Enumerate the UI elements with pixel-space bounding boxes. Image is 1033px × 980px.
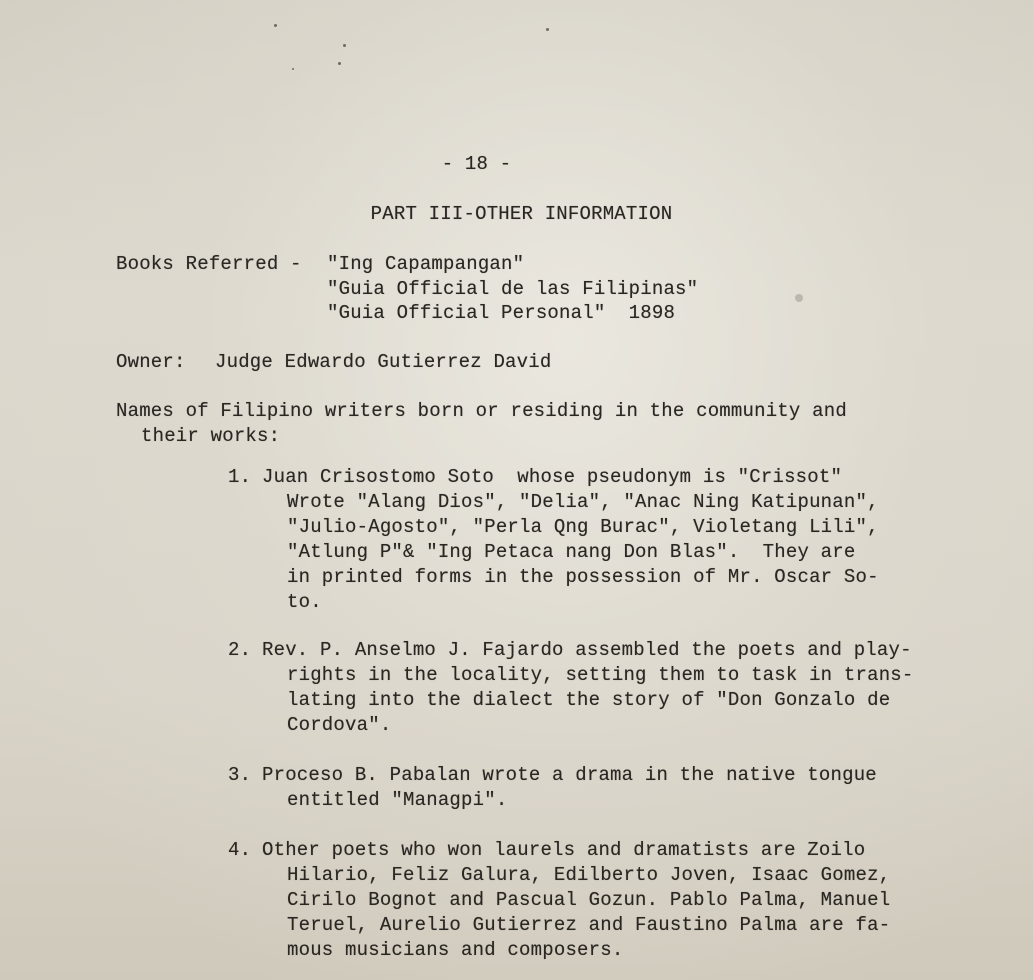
paper-speck xyxy=(274,24,277,27)
books-referred-label: Books Referred - xyxy=(116,253,314,275)
list-item-number: 1. xyxy=(228,466,252,488)
list-item-line: Other poets who won laurels and dramatists are Zoilo xyxy=(262,839,866,861)
list-item-line: Cordova". xyxy=(287,714,392,736)
list-item-line: Hilario, Feliz Galura, Edilberto Joven, Isaac Gomez, xyxy=(287,864,891,886)
list-item-number: 4. xyxy=(228,839,252,861)
list-item-line: in printed forms in the possession of Mr. Oscar So- xyxy=(287,566,879,588)
paper-speck xyxy=(546,28,549,31)
section-heading: PART III-OTHER INFORMATION xyxy=(370,203,673,225)
list-item-line: Teruel, Aurelio Gutierrez and Faustino Palma are fa- xyxy=(287,914,891,936)
list-item-line: entitled "Managpi". xyxy=(287,789,508,811)
list-item-line: Juan Crisostomo Soto whose pseudonym is "Crissot" xyxy=(262,466,843,488)
list-item-number: 2. xyxy=(228,639,252,661)
book-title: "Guia Official Personal" 1898 xyxy=(327,302,676,324)
page-number: - 18 - xyxy=(441,153,512,175)
list-item-line: Wrote "Alang Dios", "Delia", "Anac Ning Katipunan", xyxy=(287,491,879,513)
list-item-line: Proceso B. Pabalan wrote a drama in the native tongue xyxy=(262,764,877,786)
owner-value: Judge Edwardo Gutierrez David xyxy=(215,351,552,373)
list-item-line: Rev. P. Anselmo J. Fajardo assembled the poets and play- xyxy=(262,639,912,661)
paper-speck xyxy=(795,294,803,302)
list-item-line: mous musicians and composers. xyxy=(287,939,624,961)
list-item-line: Cirilo Bognot and Pascual Gozun. Pablo Palma, Manuel xyxy=(287,889,891,911)
paper-speck xyxy=(292,68,294,70)
list-item-line: "Julio-Agosto", "Perla Qng Burac", Violetang Lili", xyxy=(287,516,879,538)
writers-intro: their works: xyxy=(141,425,281,447)
list-item-number: 3. xyxy=(228,764,252,786)
list-item-line: to. xyxy=(287,591,322,613)
list-item-line: lating into the dialect the story of "Don Gonzalo de xyxy=(287,689,891,711)
owner-label: Owner: xyxy=(116,351,209,373)
writers-intro: Names of Filipino writers born or residing in the community and xyxy=(116,400,847,422)
list-item-line: "Atlung P"& "Ing Petaca nang Don Blas". They are xyxy=(287,541,856,563)
paper-speck xyxy=(338,62,341,65)
book-title: "Ing Capampangan" xyxy=(327,253,525,275)
paper-speck xyxy=(343,44,346,47)
list-item-line: rights in the locality, setting them to task in trans- xyxy=(287,664,914,686)
book-title: "Guia Official de las Filipinas" xyxy=(327,278,699,300)
